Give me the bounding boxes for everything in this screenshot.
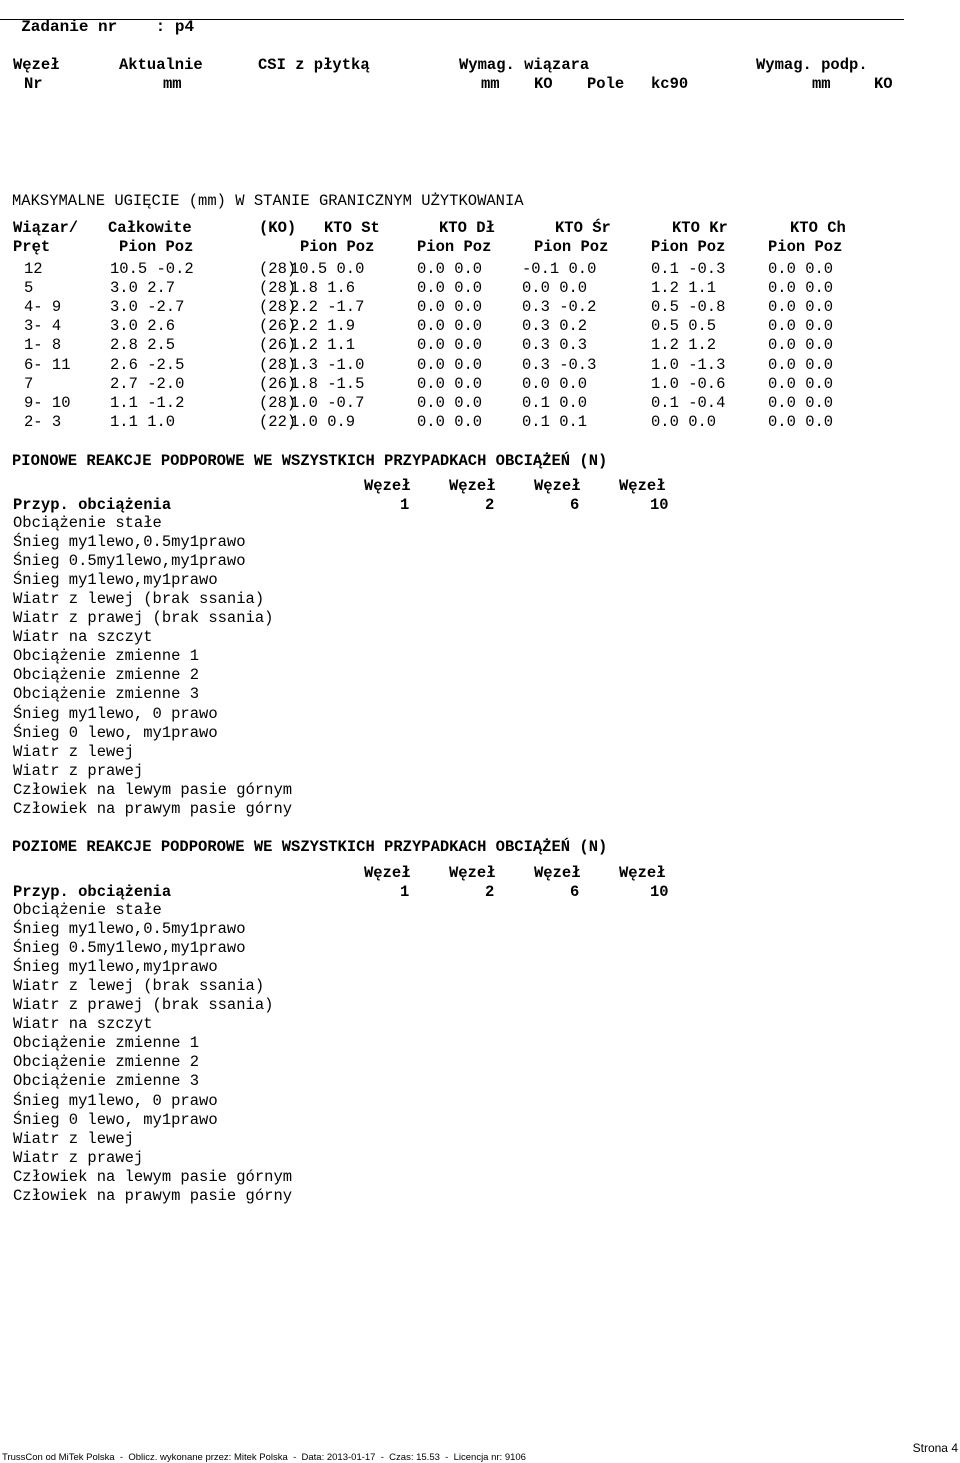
header-value: p4 (174, 18, 195, 36)
defl-head-pion-poz-3: Pion Poz (417, 238, 492, 256)
defl-head-calkowite: Całkowite (108, 219, 192, 237)
defl-cell-kto-dl: 0.0 0.0 (417, 279, 483, 298)
defl-cell-kto-kr: 0.1 -0.4 (651, 393, 726, 412)
vertical-case-name: Śnieg 0.5my1lewo,my1prawo (13, 552, 246, 571)
defl-cell-calkowite: 2.6 -2.5 (110, 355, 185, 374)
defl-cell-pret: 4- 9 (24, 298, 62, 317)
defl-cell-kto-dl: 0.0 0.0 (417, 317, 483, 336)
horizontal-case-name: Obciążenie zmienne 2 (13, 1053, 200, 1072)
horizontal-title: POZIOME REAKCJE PODPOROWE WE WSZYSTKICH PRZYPADKACH OBCIĄŻEŃ (N) (12, 838, 608, 856)
horizontal-node-label: Węzeł (534, 864, 581, 882)
csi-col-nr: Nr (24, 75, 43, 93)
defl-cell-ko: (26) (259, 374, 297, 393)
vertical-case-name: Śnieg my1lewo,my1prawo (13, 571, 218, 590)
defl-cell-kto-ch: 0.0 0.0 (768, 336, 834, 355)
horizontal-case-name: Śnieg 0 lewo, my1prawo (13, 1110, 218, 1129)
defl-cell-calkowite: 1.1 1.0 (110, 412, 176, 431)
csi-col-mm: mm (163, 75, 182, 93)
horizontal-node-number: 1 (400, 883, 410, 901)
vertical-case-name: Obciążenie zmienne 3 (13, 685, 200, 704)
vertical-node-label: Węzeł (364, 477, 411, 495)
vertical-case-name: Wiatr z lewej (13, 742, 134, 761)
defl-cell-calkowite: 1.1 -1.2 (110, 393, 185, 412)
defl-cell-kto-kr: 1.0 -0.6 (651, 374, 726, 393)
horizontal-case-name: Wiatr z lewej (brak ssania) (13, 977, 265, 996)
defl-cell-pret: 2- 3 (24, 412, 62, 431)
defl-cell-calkowite: 2.8 2.5 (110, 336, 176, 355)
defl-head-wiazar: Wiązar/ (13, 219, 79, 237)
defl-cell-kto-ch: 0.0 0.0 (768, 412, 834, 431)
csi-col-mm-2: mm (481, 75, 500, 93)
csi-col-ko-2: KO (874, 75, 893, 93)
defl-cell-kto-ch: 0.0 0.0 (768, 260, 834, 278)
defl-cell-kto-sr: 0.0 0.0 (522, 374, 588, 393)
csi-col-wymag-podp: Wymag. podp. (756, 56, 868, 74)
horizontal-node-number: 10 (650, 883, 669, 901)
horizontal-case-name: Człowiek na prawym pasie górny (13, 1186, 293, 1205)
vertical-title: PIONOWE REAKCJE PODPOROWE WE WSZYSTKICH PRZYPADKACH OBCIĄŻEŃ (N) (12, 452, 608, 470)
defl-cell-kto-kr: 0.1 -0.3 (651, 260, 726, 278)
defl-head-pion-poz-6: Pion Poz (768, 238, 843, 256)
defl-cell-kto-ch: 0.0 0.0 (768, 374, 834, 393)
horizontal-node-number: 2 (485, 883, 495, 901)
vertical-case-name: Śnieg my1lewo, 0 prawo (13, 704, 218, 723)
vertical-node-label: Węzeł (534, 477, 581, 495)
defl-cell-kto-ch: 0.0 0.0 (768, 317, 834, 336)
defl-cell-kto-st: 1.0 0.9 (290, 412, 356, 431)
vertical-case-name: Obciążenie zmienne 1 (13, 647, 200, 666)
defl-cell-pret: 5 (24, 279, 34, 298)
defl-cell-pret: 6- 11 (24, 355, 71, 374)
defl-cell-ko: (26) (259, 336, 297, 355)
vertical-node-number: 6 (570, 496, 580, 514)
vertical-node-label: Węzeł (619, 477, 666, 495)
defl-cell-kto-dl: 0.0 0.0 (417, 298, 483, 317)
defl-head-pion-poz-2: Pion Poz (300, 238, 375, 256)
defl-cell-ko: (22) (259, 412, 297, 431)
horizontal-case-name: Wiatr z prawej (brak ssania) (13, 996, 274, 1015)
csi-col-mm-3: mm (812, 75, 831, 93)
defl-head-kto-kr: KTO Kr (672, 219, 728, 237)
horizontal-case-name: Śnieg my1lewo,my1prawo (13, 958, 218, 977)
defl-cell-kto-st: 1.2 1.1 (290, 336, 356, 355)
horizontal-case-name: Wiatr z lewej (13, 1129, 134, 1148)
defl-cell-kto-st: 10.5 0.0 (290, 260, 365, 278)
defl-cell-kto-dl: 0.0 0.0 (417, 374, 483, 393)
horizontal-case-name: Człowiek na lewym pasie górnym (13, 1167, 293, 1186)
defl-cell-kto-st: 1.3 -1.0 (290, 355, 365, 374)
vertical-node-number: 10 (650, 496, 669, 514)
vertical-case-name: Obciążenie stałe (13, 514, 162, 532)
vertical-case-name: Obciążenie zmienne 2 (13, 666, 200, 685)
vertical-case-name: Człowiek na lewym pasie górnym (13, 780, 293, 799)
defl-cell-kto-dl: 0.0 0.0 (417, 336, 483, 355)
csi-col-wezel: Węzeł (13, 56, 60, 74)
footer-info: TrussCon od MiTek Polska - Oblicz. wykonane przez: Mitek Polska - Data: 2013-01-17 - Czas: 15.53 - Licencja nr: 9106 (2, 1452, 526, 1463)
horizontal-case-name: Obciążenie zmienne 3 (13, 1072, 200, 1091)
horizontal-node-number: 6 (570, 883, 580, 901)
defl-cell-kto-sr: 0.1 0.1 (522, 412, 588, 431)
csi-col-csi: CSI z płytką (258, 56, 370, 74)
horizontal-node-label: Węzeł (619, 864, 666, 882)
defl-head-ko: (KO) (259, 219, 297, 237)
horizontal-node-label: Węzeł (364, 864, 411, 882)
defl-cell-kto-kr: 1.2 1.2 (651, 336, 717, 355)
header-separator: : (155, 18, 166, 36)
defl-cell-calkowite: 3.0 2.6 (110, 317, 176, 336)
defl-cell-kto-kr: 0.0 0.0 (651, 412, 717, 431)
defl-cell-kto-ch: 0.0 0.0 (768, 355, 834, 374)
vertical-case-name: Wiatr z prawej (brak ssania) (13, 609, 274, 628)
defl-cell-ko: (28) (259, 298, 297, 317)
defl-cell-pret: 3- 4 (24, 317, 62, 336)
defl-cell-kto-kr: 1.0 -1.3 (651, 355, 726, 374)
defl-cell-kto-dl: 0.0 0.0 (417, 260, 483, 278)
defl-cell-kto-dl: 0.0 0.0 (417, 355, 483, 374)
vertical-node-number: 2 (485, 496, 495, 514)
defl-cell-calkowite: 10.5 -0.2 (110, 260, 194, 278)
defl-head-pion-poz-4: Pion Poz (534, 238, 609, 256)
defl-head-pret: Pręt (13, 238, 51, 256)
defl-head-kto-ch: KTO Ch (790, 219, 846, 237)
defl-cell-kto-ch: 0.0 0.0 (768, 393, 834, 412)
defl-cell-pret: 1- 8 (24, 336, 62, 355)
defl-cell-ko: (28) (259, 355, 297, 374)
vertical-case-name: Wiatr z prawej (13, 761, 144, 780)
defl-cell-kto-ch: 0.0 0.0 (768, 279, 834, 298)
vertical-case-label: Przyp. obciążenia (13, 496, 172, 514)
defl-cell-kto-sr: 0.0 0.0 (522, 279, 588, 298)
defl-cell-kto-st: 1.0 -0.7 (290, 393, 365, 412)
defl-cell-ko: (26) (259, 317, 297, 336)
defl-cell-kto-sr: 0.3 -0.3 (522, 355, 597, 374)
csi-col-ko: KO (534, 75, 553, 93)
vertical-node-label: Węzeł (449, 477, 496, 495)
defl-cell-calkowite: 2.7 -2.0 (110, 374, 185, 393)
header-rule (0, 19, 904, 20)
defl-cell-kto-sr: 0.3 0.3 (522, 336, 588, 355)
vertical-case-name: Wiatr na szczyt (13, 628, 153, 647)
horizontal-case-name: Wiatr z prawej (13, 1148, 144, 1167)
page-number: Strona 4 (912, 1441, 958, 1455)
deflection-title: MAKSYMALNE UGIĘCIE (mm) W STANIE GRANICZNYM UŻYTKOWANIA (12, 192, 524, 210)
defl-cell-kto-st: 1.8 1.6 (290, 279, 356, 298)
defl-cell-ko: (28) (259, 393, 297, 412)
defl-cell-kto-sr: 0.1 0.0 (522, 393, 588, 412)
defl-cell-kto-st: 2.2 -1.7 (290, 298, 365, 317)
defl-cell-kto-dl: 0.0 0.0 (417, 412, 483, 431)
defl-cell-calkowite: 3.0 2.7 (110, 279, 176, 298)
vertical-case-name: Śnieg 0 lewo, my1prawo (13, 723, 218, 742)
horizontal-case-name: Śnieg 0.5my1lewo,my1prawo (13, 939, 246, 958)
defl-cell-kto-st: 2.2 1.9 (290, 317, 356, 336)
defl-cell-kto-kr: 0.5 -0.8 (651, 298, 726, 317)
defl-cell-kto-ch: 0.0 0.0 (768, 298, 834, 317)
defl-cell-pret: 12 (24, 260, 43, 278)
defl-cell-kto-dl: 0.0 0.0 (417, 393, 483, 412)
defl-cell-ko: (28) (259, 279, 297, 298)
csi-col-aktualnie: Aktualnie (119, 56, 203, 74)
defl-cell-kto-sr: -0.1 0.0 (522, 260, 597, 278)
defl-head-pion-poz-1: Pion Poz (119, 238, 194, 256)
defl-head-pion-poz-5: Pion Poz (651, 238, 726, 256)
defl-cell-kto-sr: 0.3 0.2 (522, 317, 588, 336)
defl-head-kto-dl: KTO Dł (439, 219, 495, 237)
horizontal-node-label: Węzeł (449, 864, 496, 882)
horizontal-case-name: Obciążenie zmienne 1 (13, 1034, 200, 1053)
horizontal-case-name: Śnieg my1lewo,0.5my1prawo (13, 920, 246, 939)
defl-cell-kto-kr: 0.5 0.5 (651, 317, 717, 336)
header-label: Zadanie nr (21, 18, 118, 36)
horizontal-case-name: Obciążenie stałe (13, 901, 162, 919)
defl-cell-calkowite: 3.0 -2.7 (110, 298, 185, 317)
defl-cell-ko: (28) (259, 260, 297, 278)
horizontal-case-name: Wiatr na szczyt (13, 1015, 153, 1034)
defl-cell-pret: 7 (24, 374, 34, 393)
csi-col-kc90: kc90 (651, 75, 689, 93)
defl-head-kto-st: KTO St (324, 219, 380, 237)
csi-col-wymag-wiazara: Wymag. wiązara (459, 56, 590, 74)
defl-head-kto-sr: KTO Śr (555, 219, 611, 237)
vertical-case-name: Śnieg my1lewo,0.5my1prawo (13, 533, 246, 552)
horizontal-case-name: Śnieg my1lewo, 0 prawo (13, 1091, 218, 1110)
vertical-case-name: Wiatr z lewej (brak ssania) (13, 590, 265, 609)
document-header (2, 0, 194, 36)
defl-cell-pret: 9- 10 (24, 393, 71, 412)
defl-cell-kto-st: 1.8 -1.5 (290, 374, 365, 393)
csi-col-pole: Pole (587, 75, 625, 93)
vertical-case-name: Człowiek na prawym pasie górny (13, 799, 293, 818)
defl-cell-kto-sr: 0.3 -0.2 (522, 298, 597, 317)
horizontal-case-label: Przyp. obciążenia (13, 883, 172, 901)
vertical-node-number: 1 (400, 496, 410, 514)
defl-cell-kto-kr: 1.2 1.1 (651, 279, 717, 298)
